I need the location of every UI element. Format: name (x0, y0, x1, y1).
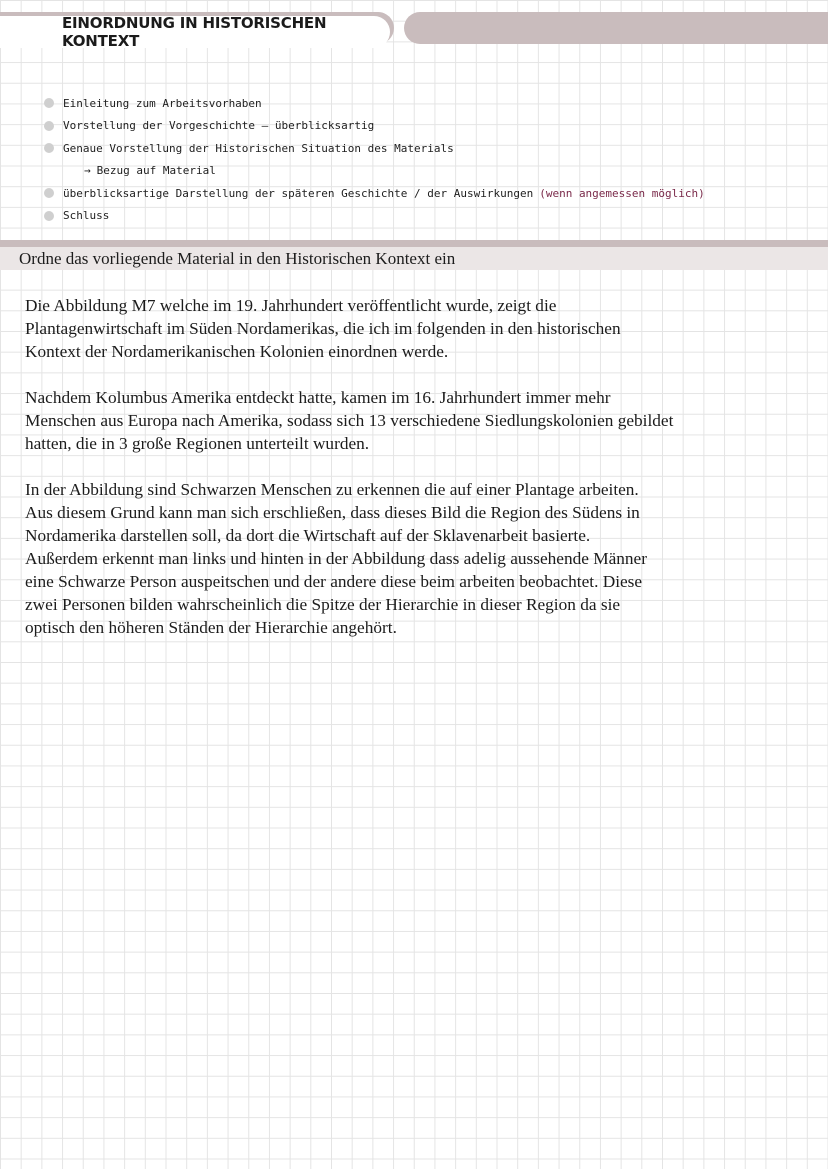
outline-subitem (44, 160, 814, 183)
essay-line: Plantagenwirtschaft im Süden Nordamerikas, die ich im folgenden in den historischen (25, 319, 621, 338)
outline-item (44, 205, 814, 228)
page-title: EINORDNUNG IN HISTORISCHEN KONTEXT (62, 14, 327, 50)
title-bar-right-accent (404, 12, 828, 44)
outline-list (44, 92, 814, 227)
bullet-dot-icon (44, 188, 54, 198)
outline-item-label: Vorstellung der Vorgeschichte – überblicksartig (63, 119, 375, 133)
outline-item-label: Schluss (63, 209, 110, 223)
outline-item-label: Genaue Vorstellung der Historischen Situation des Materials (63, 141, 454, 155)
outline-item (44, 182, 814, 205)
essay-line: Die Abbildung M7 welche im 19. Jahrhundert veröffentlicht wurde, zeigt die (25, 296, 557, 315)
essay-line: Kontext der Nordamerikanischen Kolonien einordnen werde. (25, 342, 449, 361)
essay-line: Nachdem Kolumbus Amerika entdeckt hatte, kamen im 16. Jahrhundert immer mehr (25, 388, 611, 407)
bullet-dot-icon (44, 143, 54, 153)
outline-subitem-label: Bezug auf Material (96, 164, 216, 178)
outline-item-label: überblicksartige Darstellung der späteren Geschichte / der Auswirkungen (63, 186, 534, 200)
outline-item (44, 92, 814, 115)
task-band-inner (0, 247, 828, 270)
essay-line: zwei Personen bilden wahrscheinlich die Spitze der Hierarchie in dieser Region da sie (25, 595, 621, 614)
arrow-right-icon: → (84, 164, 91, 178)
essay-line: Menschen aus Europa nach Amerika, sodass sich 13 verschiedene Siedlungskolonien gebildet (25, 411, 674, 430)
outline-note: (wenn angemessen möglich) (539, 186, 705, 200)
essay-line: Aus diesem Grund kann man sich erschließen, dass dieses Bild die Region des Südens in (25, 503, 640, 522)
task-heading: Ordne das vorliegende Material in den Historischen Kontext ein (19, 248, 456, 268)
essay-paragraph (25, 386, 815, 455)
outline-item (44, 137, 814, 160)
essay-paragraph (25, 294, 815, 363)
outline-item (44, 115, 814, 138)
outline-item-label: Einleitung zum Arbeitsvorhaben (63, 96, 262, 110)
essay-line: optisch den höheren Ständen der Hierarchie angehört. (25, 618, 397, 637)
essay-body (25, 294, 815, 662)
bullet-dot-icon (44, 211, 54, 221)
essay-line: In der Abbildung sind Schwarzen Menschen zu erkennen die auf einer Plantage arbeiten. (25, 480, 639, 499)
bullet-dot-icon (44, 98, 54, 108)
essay-paragraph (25, 478, 815, 639)
bullet-dot-icon (44, 121, 54, 131)
essay-line: hatten, die in 3 große Regionen unterteilt wurden. (25, 434, 370, 453)
essay-line: Außerdem erkennt man links und hinten in der Abbildung dass adelig aussehende Männer (25, 549, 647, 568)
essay-line: Nordamerika darstellen soll, da dort die Wirtschaft auf der Sklavenarbeit basierte. (25, 526, 591, 545)
essay-line: eine Schwarze Person auspeitschen und der andere diese beim arbeiten beobachtet. Diese (25, 572, 643, 591)
task-band (0, 240, 828, 270)
title-pill (0, 16, 390, 48)
